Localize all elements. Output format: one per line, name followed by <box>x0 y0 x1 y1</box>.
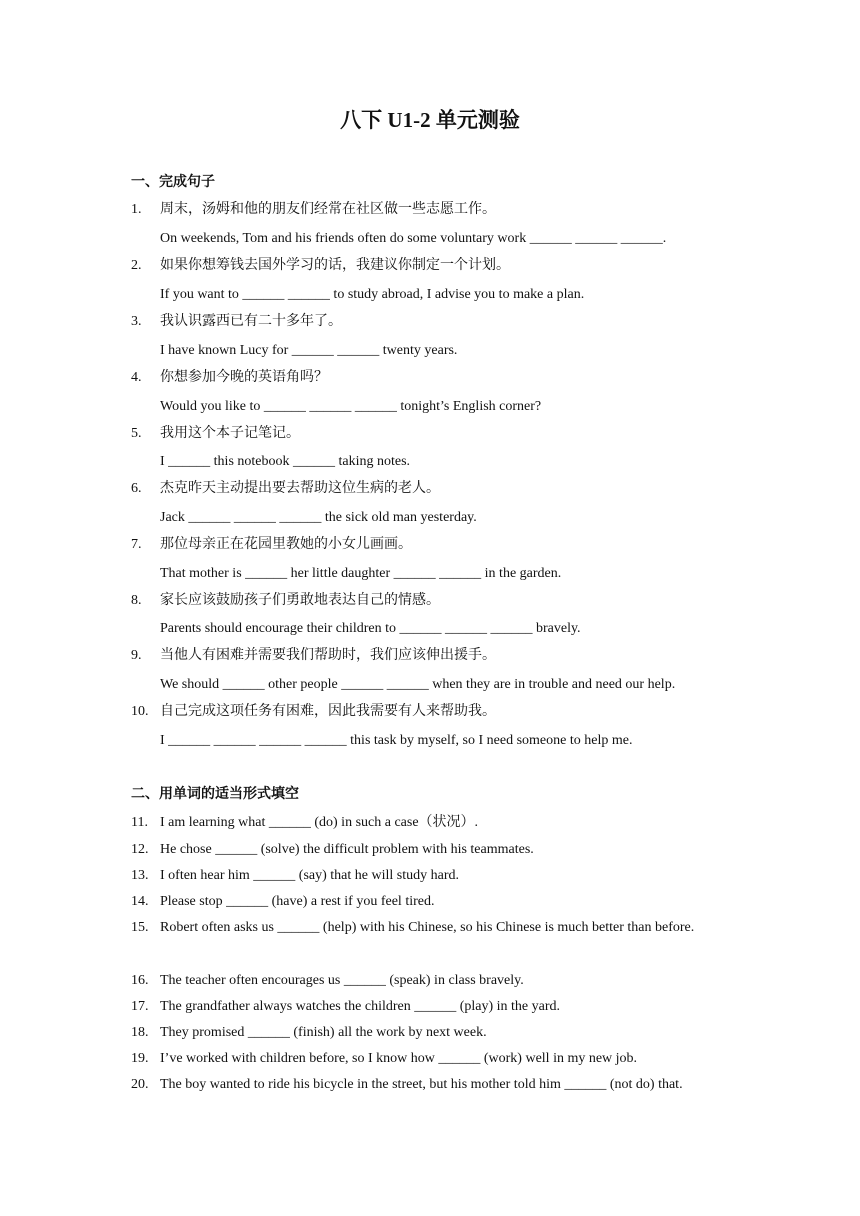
question-number: 9. <box>131 648 142 663</box>
chinese-prompt: 那位母亲正在花园里教她的小女儿画画。 <box>160 537 412 552</box>
question-number: 12. <box>131 842 149 857</box>
chinese-prompt: 我用这个本子记笔记。 <box>160 426 300 441</box>
question-number: 7. <box>131 537 142 552</box>
question-number: 14. <box>131 894 149 909</box>
question-text: The grandfather always watches the children ______ (play) in the yard. <box>160 999 561 1014</box>
question-text: I’ve worked with children before, so I know how ______ (work) well in my new job. <box>160 1051 638 1066</box>
chinese-prompt: 你想参加今晚的英语角吗？ <box>160 370 328 385</box>
question-number: 11. <box>131 815 148 830</box>
chinese-prompt: 我认识露西已有二十多年了。 <box>160 314 342 329</box>
question-number: 4. <box>131 370 142 385</box>
question-number: 17. <box>131 999 149 1014</box>
question-number: 6. <box>131 481 142 496</box>
question-number: 8. <box>131 593 142 608</box>
english-sentence: We should ______ other people ______ ______ when they are in trouble and need our help. <box>160 677 676 692</box>
chinese-prompt: 自己完成这项任务有困难，因此我需要有人来帮助我。 <box>160 704 496 719</box>
chinese-prompt: 周末，汤姆和他的朋友们经常在社区做一些志愿工作。 <box>160 202 496 217</box>
chinese-prompt: 杰克昨天主动提出要去帮助这位生病的老人。 <box>160 481 440 496</box>
question-text: The boy wanted to ride his bicycle in the street, but his mother told him ______ (not do) that. <box>160 1077 683 1092</box>
question-number: 15. <box>131 920 149 935</box>
question-number: 2. <box>131 258 142 273</box>
question-text: I am learning what ______ (do) in such a case（状况）. <box>160 815 479 830</box>
question-text: The teacher often encourages us ______ (speak) in class bravely. <box>160 973 524 988</box>
question-number: 5. <box>131 426 142 441</box>
section-heading-complete-sentences: 一、完成句子 <box>131 175 215 190</box>
chinese-prompt: 如果你想筹钱去国外学习的话，我建议你制定一个计划。 <box>160 258 510 273</box>
question-number: 16. <box>131 973 149 988</box>
question-number: 13. <box>131 868 149 883</box>
english-sentence: Parents should encourage their children to ______ ______ ______ bravely. <box>160 621 581 636</box>
english-sentence: That mother is ______ her little daughter ______ ______ in the garden. <box>160 566 562 581</box>
question-text: Please stop ______ (have) a rest if you feel tired. <box>160 894 435 909</box>
question-number: 3. <box>131 314 142 329</box>
chinese-prompt: 当他人有困难并需要我们帮助时，我们应该伸出援手。 <box>160 648 496 663</box>
english-sentence: I ______ ______ ______ ______ this task by myself, so I need someone to help me. <box>160 733 633 748</box>
section-heading-word-forms: 二、用单词的适当形式填空 <box>131 787 299 802</box>
question-number: 10. <box>131 704 149 719</box>
question-number: 19. <box>131 1051 149 1066</box>
question-text: I often hear him ______ (say) that he will study hard. <box>160 868 459 883</box>
english-sentence: Would you like to ______ ______ ______ tonight’s English corner? <box>160 399 542 414</box>
english-sentence: Jack ______ ______ ______ the sick old man yesterday. <box>160 510 477 525</box>
english-sentence: If you want to ______ ______ to study abroad, I advise you to make a plan. <box>160 287 585 302</box>
question-text: Robert often asks us ______ (help) with his Chinese, so his Chinese is much better than before. <box>160 920 695 935</box>
question-text: They promised ______ (finish) all the work by next week. <box>160 1025 487 1040</box>
question-number: 18. <box>131 1025 149 1040</box>
english-sentence: I ______ this notebook ______ taking notes. <box>160 454 411 469</box>
question-number: 20. <box>131 1077 149 1092</box>
question-text: He chose ______ (solve) the difficult problem with his teammates. <box>160 842 534 857</box>
chinese-prompt: 家长应该鼓励孩子们勇敢地表达自己的情感。 <box>160 593 440 608</box>
question-number: 1. <box>131 202 142 217</box>
english-sentence: I have known Lucy for ______ ______ twenty years. <box>160 343 458 358</box>
page-title: 八下 U1-2 单元测验 <box>340 108 520 132</box>
english-sentence: On weekends, Tom and his friends often do some voluntary work ______ ______ ______. <box>160 231 667 246</box>
